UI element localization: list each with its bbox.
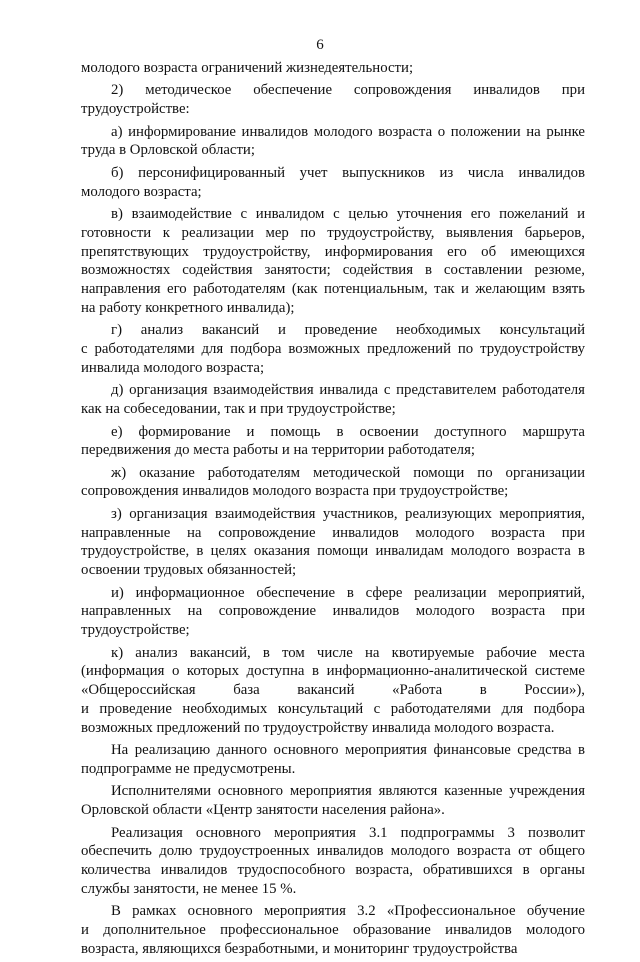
paragraph [81,123,585,161]
text-line: трудоустройстве: [81,101,190,118]
paragraph [81,381,585,419]
text-line: возможных предложений по трудоустройству инвалида молодого возраста. [81,719,555,736]
text-line: ж) оказание работодателям методической помощи по организации [111,464,585,481]
text-line: трудоустройстве, в целях оказания помощи инвалидам молодого возраста в [81,543,585,560]
text-line: а) информирование инвалидов молодого возраста о положении на рынке [111,123,585,140]
text-line: как на собеседовании, так и при трудоустройстве; [81,401,396,418]
text-line: б) персонифицированный учет выпускников из числа инвалидов [111,164,585,181]
text-line: Орловской области «Центр занятости населения района». [81,802,445,819]
text-line: «Общероссийская база вакансий «Работа в России»), [81,682,585,699]
paragraph [81,423,585,461]
text-line: сопровождения инвалидов молодого возраста при трудоустройстве; [81,483,509,500]
paragraph [81,464,585,502]
paragraph [81,782,585,820]
paragraph [81,205,585,318]
text-line: труда в Орловской области; [81,142,255,159]
text-line: инвалида молодого возраста; [81,359,265,376]
text-line: 2) методическое обеспечение сопровождения инвалидов при [111,82,585,99]
text-line: е) формирование и помощь в освоении доступного маршрута [111,423,585,440]
text-line: г) анализ вакансий и проведение необходимых консультаций [111,322,585,339]
paragraph [81,644,585,738]
paragraph [81,59,585,78]
text-line: молодого возраста; [81,183,202,200]
paragraph [81,321,585,377]
text-line: готовности к реализации мер по трудоустройству, выявления барьеров, [81,224,585,241]
paragraph [81,505,585,580]
paragraph [81,902,585,958]
text-line: молодого возраста ограничений жизнедеятельности; [81,60,414,76]
text-line: Исполнителями основного мероприятия являются казенные учреждения [111,783,585,800]
text-line: и) информационное обеспечение в сфере реализации мероприятий, [111,584,585,601]
paragraph [81,824,585,899]
text-line: препятствующих трудоустройству, информирования его об имеющихся [81,243,585,260]
text-line: д) организация взаимодействия инвалида с представителем работодателя [111,382,585,399]
text-line: На реализацию данного основного мероприятия финансовые средства в [111,742,585,759]
paragraph [81,164,585,202]
text-line: с работодателями для подбора возможных предложений по трудоустройству [81,341,585,358]
text-line: в) взаимодействие с инвалидом с целью уточнения его пожеланий и [111,205,585,222]
text-line: (информация о которых доступна в информационно-аналитической системе [81,663,585,680]
paragraph [81,741,585,779]
text-line: подпрограмме не предусмотрены. [81,761,296,778]
text-line: и дополнительное профессиональное образование инвалидов молодого [81,922,585,939]
text-line: направленные на сопровождение инвалидов молодого возраста при [81,524,585,541]
paragraph [81,81,585,119]
text-line: возможностях содействия занятости; содействия в составлении резюме, [81,262,585,279]
text-line: Реализация основного мероприятия 3.1 подпрограммы 3 позволит [111,824,585,841]
paragraph [81,584,585,640]
text-line: количества инвалидов трудоспособного возраста, обратившихся в органы [81,862,585,879]
document-body [81,59,585,962]
text-line: направленных на сопровождение инвалидов молодого возраста при [81,603,585,620]
text-line: обеспечить долю трудоустроенных инвалидов молодого возраста от общего [81,843,585,860]
text-line: на работу конкретного инвалида); [81,299,295,316]
text-line: и проведение необходимых консультаций с работодателями для подбора [81,701,585,718]
page-number: 6 [316,37,324,53]
text-line: возраста, являющихся безработными, и мониторинг трудоустройства [81,940,518,957]
text-line: освоении трудовых обязанностей; [81,562,297,579]
text-line: службы занятости, не менее 15 %. [81,880,297,897]
text-line: з) организация взаимодействия участников, реализующих мероприятия, [111,505,585,522]
text-line: к) анализ вакансий, в том числе на квотируемые рабочие места [111,644,585,661]
text-line: передвижения до места работы и на территории работодателя; [81,442,475,459]
text-line: направления его работодателям (как потенциальным, так и желающим взять [81,281,585,298]
text-line: трудоустройстве; [81,622,190,639]
text-line: В рамках основного мероприятия 3.2 «Профессиональное обучение [111,903,585,920]
